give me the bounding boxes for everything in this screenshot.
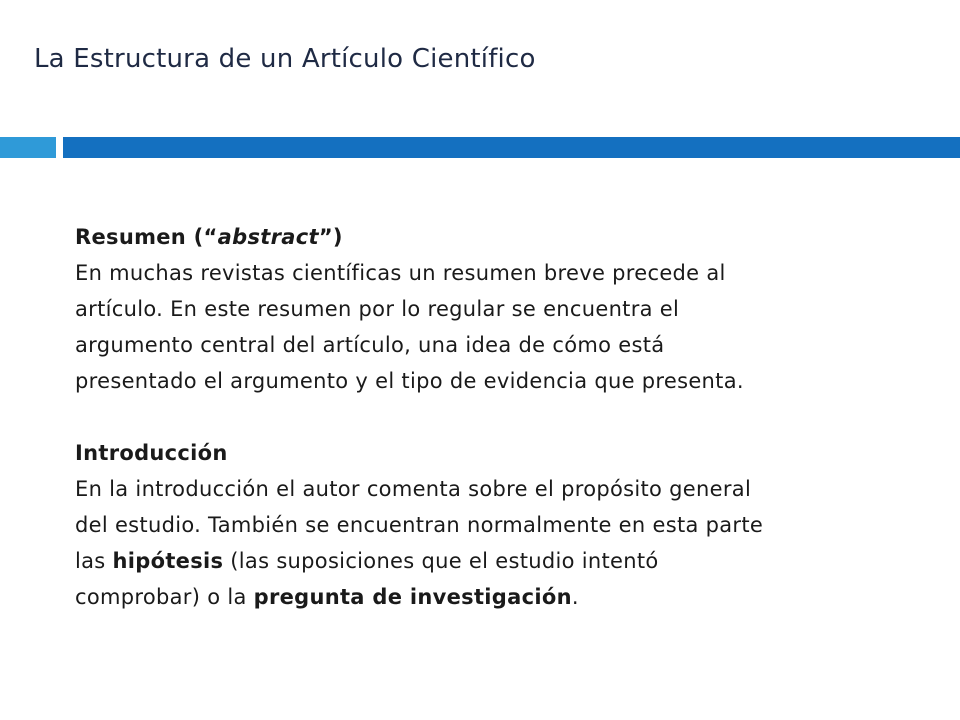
- introduccion-line: del estudio. También se encuentran normalmente en esta parte: [75, 513, 764, 537]
- accent-bar-right: [63, 137, 960, 158]
- accent-bar-left: [0, 137, 56, 158]
- resumen-heading-suffix: ”): [318, 225, 343, 249]
- slide-title: La Estructura de un Artículo Científico: [34, 44, 536, 74]
- introduccion-line: [75, 579, 925, 615]
- hipotesis-term: hipótesis: [112, 549, 224, 573]
- resumen-heading-italic: abstract: [217, 225, 319, 249]
- introduccion-line4-prefix: comprobar) o la: [75, 585, 254, 609]
- resumen-heading: [75, 219, 925, 255]
- introduccion-line4-suffix: .: [571, 585, 579, 609]
- section-spacer: [75, 399, 925, 435]
- introduccion-line: [75, 543, 925, 579]
- resumen-line: En muchas revistas científicas un resumen breve precede al: [75, 261, 726, 285]
- introduccion-line: En la introducción el autor comenta sobre el propósito general: [75, 477, 752, 501]
- resumen-line: presentado el argumento y el tipo de evidencia que presenta.: [75, 369, 744, 393]
- introduccion-heading: Introducción: [75, 441, 228, 465]
- pregunta-investigacion-term: pregunta de investigación: [253, 585, 572, 609]
- slide-body: [75, 219, 925, 615]
- resumen-line: argumento central del artículo, una idea de cómo está: [75, 333, 665, 357]
- resumen-line: artículo. En este resumen por lo regular se encuentra el: [75, 297, 680, 321]
- resumen-heading-prefix: Resumen (“: [75, 225, 218, 249]
- introduccion-line3-suffix: (las suposiciones que el estudio intentó: [223, 549, 659, 573]
- introduccion-line3-prefix: las: [75, 549, 113, 573]
